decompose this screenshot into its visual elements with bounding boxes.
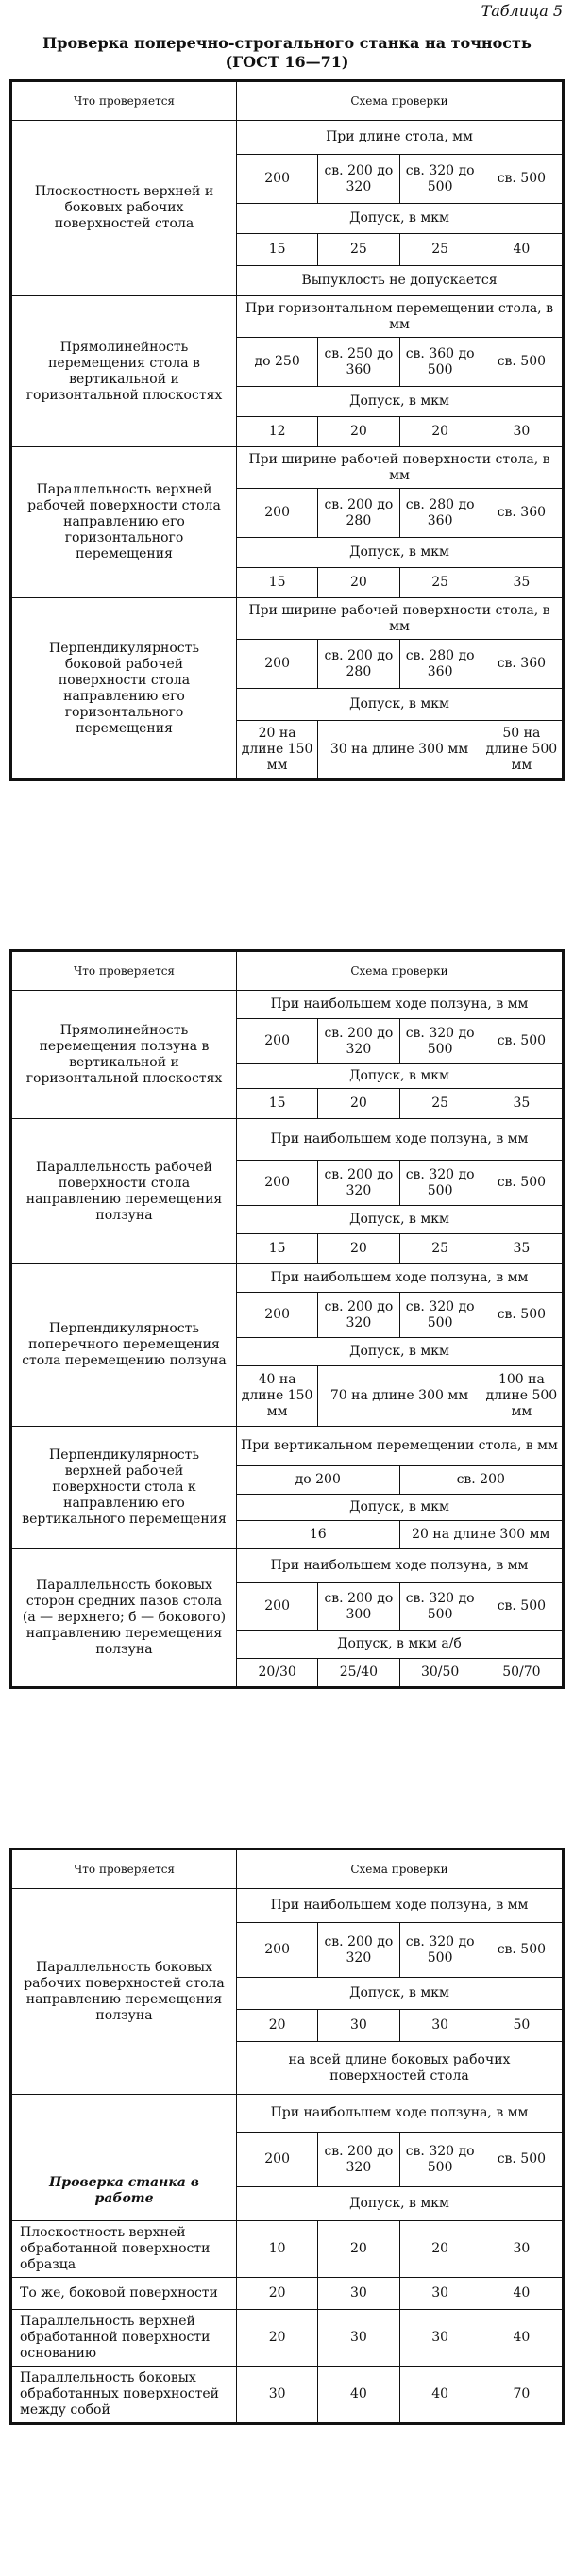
range-cell: до 200 bbox=[237, 1466, 400, 1495]
check-item-label: То же, боковой поверхности bbox=[12, 2278, 237, 2310]
value-cell: 20 на длине 150 мм bbox=[237, 721, 318, 779]
range-cell: св. 320 до 500 bbox=[399, 1293, 481, 1338]
value-cell: 40 bbox=[481, 234, 562, 266]
range-cell: до 250 bbox=[237, 338, 318, 387]
value-cell: 20 bbox=[318, 1089, 399, 1119]
value-cell: 50 на длине 500 мм bbox=[481, 721, 562, 779]
value-cell: 30 bbox=[399, 2310, 481, 2367]
check-label: Параллельность боковых рабочих поверхностей стола направлению перемещения ползуна bbox=[12, 1889, 237, 2095]
value-cell: 30 bbox=[481, 2221, 562, 2278]
range-cell: св. 200 до 280 bbox=[318, 640, 399, 689]
range-cell: св. 200 до 300 bbox=[318, 1583, 399, 1631]
range-cell: св. 280 до 360 bbox=[399, 640, 481, 689]
value-cell: 30 на длине 300 мм bbox=[318, 721, 481, 779]
value-cell: 50 bbox=[481, 2010, 562, 2042]
value-cell: 30 bbox=[318, 2310, 399, 2367]
tolerance-label: Допуск, в мкм bbox=[237, 1338, 563, 1366]
param-label: При наибольшем ходе ползуна, в мм bbox=[237, 1549, 563, 1583]
tolerance-label: Допуск, в мкм bbox=[237, 204, 563, 234]
value-cell: 35 bbox=[481, 1089, 562, 1119]
value-cell: 30 bbox=[237, 2367, 318, 2423]
tolerance-label: Допуск, в мкм bbox=[237, 1064, 563, 1089]
tolerance-label: Допуск, в мкм bbox=[237, 387, 563, 417]
tolerance-label: Допуск, в мкм bbox=[237, 1495, 563, 1521]
value-cell: 40 bbox=[481, 2310, 562, 2367]
range-cell: св. 500 bbox=[481, 155, 562, 204]
value-cell: 30 bbox=[399, 2278, 481, 2310]
param-label: При наибольшем ходе ползуна, в мм bbox=[237, 2095, 563, 2133]
value-cell: 15 bbox=[237, 1089, 318, 1119]
page-title bbox=[0, 34, 574, 72]
value-cell: 20 bbox=[399, 2221, 481, 2278]
value-cell: 40 bbox=[318, 2367, 399, 2423]
range-cell: св. 200 до 320 bbox=[318, 155, 399, 204]
table-caption: Таблица 5 bbox=[481, 2, 563, 20]
range-cell: св. 320 до 500 bbox=[399, 155, 481, 204]
value-cell: 25 bbox=[399, 234, 481, 266]
title-line-2: (ГОСТ 16—71) bbox=[225, 53, 349, 71]
tolerance-label: Допуск, в мкм bbox=[237, 689, 563, 721]
header-what: Что проверяется bbox=[12, 82, 237, 121]
value-cell: 20 bbox=[237, 2278, 318, 2310]
value-cell: 15 bbox=[237, 234, 318, 266]
value-cell: 20 bbox=[399, 417, 481, 447]
value-cell: 25 bbox=[318, 234, 399, 266]
param-label: При наибольшем ходе ползуна, в мм bbox=[237, 991, 563, 1019]
check-item-label: Параллельность боковых обработанных поверхностей между собой bbox=[12, 2367, 237, 2423]
tolerance-label: Допуск, в мкм bbox=[237, 2187, 563, 2221]
param-label: При ширине рабочей поверхности стола, в мм bbox=[237, 598, 563, 640]
tolerance-label: Допуск, в мкм а/б bbox=[237, 1631, 563, 1659]
value-cell: 20 bbox=[318, 1234, 399, 1264]
tolerance-label: Допуск, в мкм bbox=[237, 1978, 563, 2010]
range-cell: св. 500 bbox=[481, 2133, 562, 2187]
check-label: Перпендикулярность верхней рабочей поверхности стола к направлению его вертикального перемещения bbox=[12, 1427, 237, 1549]
tolerance-label: Допуск, в мкм bbox=[237, 538, 563, 568]
value-cell: 30 bbox=[318, 2010, 399, 2042]
header-scheme: Схема проверки bbox=[237, 1850, 563, 1889]
check-label: Параллельность рабочей поверхности стола направлению перемещения ползуна bbox=[12, 1119, 237, 1264]
value-cell: 40 bbox=[399, 2367, 481, 2423]
section-label: Проверка станка в работе bbox=[12, 2095, 237, 2221]
value-cell: 16 bbox=[237, 1521, 400, 1549]
range-cell: св. 250 до 360 bbox=[318, 338, 399, 387]
param-label: При ширине рабочей поверхности стола, в мм bbox=[237, 447, 563, 489]
check-label: Параллельность боковых сторон средних пазов стола (а — верхнего; б — бокового) направлению перемещения ползуна bbox=[12, 1549, 237, 1687]
value-cell: 50/70 bbox=[481, 1659, 562, 1687]
value-cell: 30/50 bbox=[399, 1659, 481, 1687]
range-cell: 200 bbox=[237, 1161, 318, 1206]
value-cell: 25 bbox=[399, 1234, 481, 1264]
table-2 bbox=[9, 949, 565, 1689]
range-cell: св. 200 до 320 bbox=[318, 1161, 399, 1206]
header-scheme: Схема проверки bbox=[237, 952, 563, 991]
value-cell: 15 bbox=[237, 568, 318, 598]
check-label: Перпендикулярность боковой рабочей поверхности стола направлению его горизонтального перемещения bbox=[12, 598, 237, 779]
range-cell: св. 200 bbox=[399, 1466, 563, 1495]
param-label: При горизонтальном перемещении стола, в мм bbox=[237, 296, 563, 338]
range-cell: 200 bbox=[237, 489, 318, 538]
header-what: Что проверяется bbox=[12, 1850, 237, 1889]
table-3 bbox=[9, 1848, 565, 2425]
check-label: Параллельность верхней рабочей поверхности стола направлению его горизонтального перемещения bbox=[12, 447, 237, 598]
value-cell: 10 bbox=[237, 2221, 318, 2278]
check-item-label: Параллельность верхней обработанной поверхности основанию bbox=[12, 2310, 237, 2367]
value-cell: 20 bbox=[318, 417, 399, 447]
value-cell: 30 bbox=[318, 2278, 399, 2310]
range-cell: св. 200 до 320 bbox=[318, 1019, 399, 1064]
check-label: Плоскостность верхней и боковых рабочих поверхностей стола bbox=[12, 121, 237, 296]
range-cell: св. 500 bbox=[481, 1161, 562, 1206]
check-label: Прямолинейность перемещения ползуна в вертикальной и горизонтальной плоскостях bbox=[12, 991, 237, 1119]
range-cell: св. 500 bbox=[481, 1583, 562, 1631]
range-cell: 200 bbox=[237, 640, 318, 689]
range-cell: св. 200 до 320 bbox=[318, 1923, 399, 1978]
value-cell: 25/40 bbox=[318, 1659, 399, 1687]
range-cell: св. 360 до 500 bbox=[399, 338, 481, 387]
range-cell: св. 200 до 280 bbox=[318, 489, 399, 538]
value-cell: 25 bbox=[399, 568, 481, 598]
value-cell: 20 bbox=[318, 568, 399, 598]
header-scheme: Схема проверки bbox=[237, 82, 563, 121]
value-cell: 25 bbox=[399, 1089, 481, 1119]
tolerance-label: Допуск, в мкм bbox=[237, 1206, 563, 1234]
value-cell: 15 bbox=[237, 1234, 318, 1264]
check-item-label: Плоскостность верхней обработанной поверхности образца bbox=[12, 2221, 237, 2278]
value-cell: 30 bbox=[399, 2010, 481, 2042]
range-cell: св. 500 bbox=[481, 1293, 562, 1338]
note-cell: Выпуклость не допускается bbox=[237, 266, 563, 296]
value-cell: 35 bbox=[481, 1234, 562, 1264]
range-cell: св. 360 bbox=[481, 489, 562, 538]
range-cell: 200 bbox=[237, 1923, 318, 1978]
param-label: При наибольшем ходе ползуна, в мм bbox=[237, 1264, 563, 1293]
table-1 bbox=[9, 79, 565, 781]
value-cell: 20 bbox=[318, 2221, 399, 2278]
range-cell: св. 320 до 500 bbox=[399, 1161, 481, 1206]
range-cell: св. 320 до 500 bbox=[399, 1923, 481, 1978]
value-cell: 12 bbox=[237, 417, 318, 447]
range-cell: св. 280 до 360 bbox=[399, 489, 481, 538]
range-cell: св. 360 bbox=[481, 640, 562, 689]
value-cell: 70 на длине 300 мм bbox=[318, 1366, 481, 1427]
range-cell: 200 bbox=[237, 2133, 318, 2187]
value-cell: 40 bbox=[481, 2278, 562, 2310]
param-label: При вертикальном перемещении стола, в мм bbox=[237, 1427, 563, 1466]
param-label: При наибольшем ходе ползуна, в мм bbox=[237, 1119, 563, 1161]
range-cell: св. 320 до 500 bbox=[399, 1019, 481, 1064]
value-cell: 20/30 bbox=[237, 1659, 318, 1687]
range-cell: св. 500 bbox=[481, 1019, 562, 1064]
value-cell: 30 bbox=[481, 417, 562, 447]
range-cell: св. 500 bbox=[481, 1923, 562, 1978]
range-cell: 200 bbox=[237, 1293, 318, 1338]
range-cell: 200 bbox=[237, 1019, 318, 1064]
range-cell: св. 320 до 500 bbox=[399, 1583, 481, 1631]
value-cell: 40 на длине 150 мм bbox=[237, 1366, 318, 1427]
range-cell: св. 200 до 320 bbox=[318, 2133, 399, 2187]
value-cell: 20 bbox=[237, 2310, 318, 2367]
value-cell: 100 на длине 500 мм bbox=[481, 1366, 562, 1427]
range-cell: св. 500 bbox=[481, 338, 562, 387]
range-cell: 200 bbox=[237, 1583, 318, 1631]
value-cell: 70 bbox=[481, 2367, 562, 2423]
value-cell: 20 на длине 300 мм bbox=[399, 1521, 563, 1549]
range-cell: св. 200 до 320 bbox=[318, 1293, 399, 1338]
value-cell: 20 bbox=[237, 2010, 318, 2042]
check-label: Прямолинейность перемещения стола в вертикальной и горизонтальной плоскостях bbox=[12, 296, 237, 447]
range-cell: св. 320 до 500 bbox=[399, 2133, 481, 2187]
note-cell: на всей длине боковых рабочих поверхностей стола bbox=[237, 2042, 563, 2095]
value-cell: 35 bbox=[481, 568, 562, 598]
range-cell: 200 bbox=[237, 155, 318, 204]
check-label: Перпендикулярность поперечного перемещения стола перемещению ползуна bbox=[12, 1264, 237, 1427]
title-line-1: Проверка поперечно-строгального станка на точность bbox=[42, 34, 532, 52]
param-label: При длине стола, мм bbox=[237, 121, 563, 155]
param-label: При наибольшем ходе ползуна, в мм bbox=[237, 1889, 563, 1923]
header-what: Что проверяется bbox=[12, 952, 237, 991]
